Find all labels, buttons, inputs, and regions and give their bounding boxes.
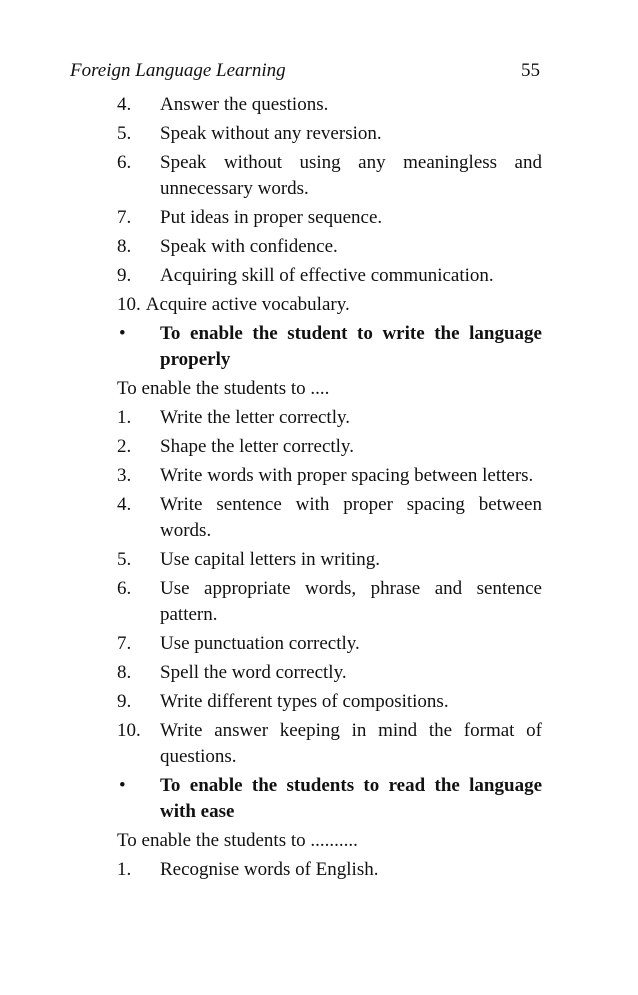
list-item	[117, 492, 542, 544]
item-number: 8.	[117, 662, 132, 683]
list-item	[117, 292, 542, 318]
list-item	[117, 689, 542, 715]
list-item	[117, 660, 542, 686]
section-heading-read	[117, 773, 542, 825]
item-number: 6.	[117, 152, 132, 173]
item-text: Speak without any reversion.	[160, 123, 382, 144]
item-text: Spell the word correctly.	[160, 662, 347, 683]
item-number: 3.	[117, 465, 132, 486]
item-number: 4.	[117, 94, 132, 115]
item-text: Write different types of compositions.	[160, 691, 449, 712]
reading-objectives-list	[117, 857, 542, 883]
item-number: 5.	[117, 123, 132, 144]
heading-text: To enable the students to read the language with ease	[160, 775, 542, 822]
item-number: 2.	[117, 436, 132, 457]
heading-text: To enable the student to write the language properly	[160, 323, 542, 370]
item-text: Acquiring skill of effective communication.	[160, 265, 494, 286]
section-heading-write	[117, 321, 542, 373]
item-number: 8.	[117, 236, 132, 257]
item-number: 10.	[117, 294, 141, 315]
speaking-objectives-list	[117, 92, 542, 318]
item-text: Speak with confidence.	[160, 236, 338, 257]
item-text: Put ideas in proper sequence.	[160, 207, 383, 228]
list-item	[117, 857, 542, 883]
list-item	[117, 263, 542, 289]
item-number: 7.	[117, 633, 132, 654]
page-content	[117, 92, 542, 886]
item-text: Use appropriate words, phrase and sentence pattern.	[160, 578, 542, 625]
item-text: Use punctuation correctly.	[160, 633, 360, 654]
item-number: 4.	[117, 494, 132, 515]
item-text: Write answer keeping in mind the format of questions.	[160, 720, 542, 767]
list-item	[117, 631, 542, 657]
item-number: 5.	[117, 549, 132, 570]
list-item	[117, 718, 542, 770]
list-item	[117, 205, 542, 231]
running-title: Foreign Language Learning	[70, 60, 286, 81]
bullet-marker: •	[119, 323, 126, 344]
item-text: Speak without using any meaningless and unnecessary words.	[160, 152, 542, 199]
item-number: 9.	[117, 691, 132, 712]
section-intro: To enable the students to ..........	[117, 830, 358, 851]
list-item	[117, 92, 542, 118]
item-text: Write the letter correctly.	[160, 407, 351, 428]
item-text: Write sentence with proper spacing between words.	[160, 494, 542, 541]
item-text: Write words with proper spacing between letters.	[160, 465, 534, 486]
item-text: Acquire active vocabulary.	[145, 294, 350, 315]
section-intro: To enable the students to ....	[117, 378, 330, 399]
list-item	[117, 150, 542, 202]
list-item	[117, 434, 542, 460]
running-head	[70, 60, 540, 86]
item-number: 1.	[117, 859, 132, 880]
item-number: 1.	[117, 407, 132, 428]
page-number: 55	[521, 60, 540, 81]
bullet-marker: •	[119, 775, 126, 796]
list-item	[117, 234, 542, 260]
item-text: Answer the questions.	[160, 94, 329, 115]
list-item	[117, 121, 542, 147]
item-number: 7.	[117, 207, 132, 228]
writing-objectives-list	[117, 405, 542, 770]
list-item	[117, 463, 542, 489]
list-item	[117, 576, 542, 628]
item-number: 9.	[117, 265, 132, 286]
item-number: 6.	[117, 578, 132, 599]
item-text: Shape the letter correctly.	[160, 436, 354, 457]
list-item	[117, 405, 542, 431]
item-text: Recognise words of English.	[160, 859, 379, 880]
list-item	[117, 547, 542, 573]
item-number: 10.	[117, 720, 141, 741]
item-text: Use capital letters in writing.	[160, 549, 381, 570]
